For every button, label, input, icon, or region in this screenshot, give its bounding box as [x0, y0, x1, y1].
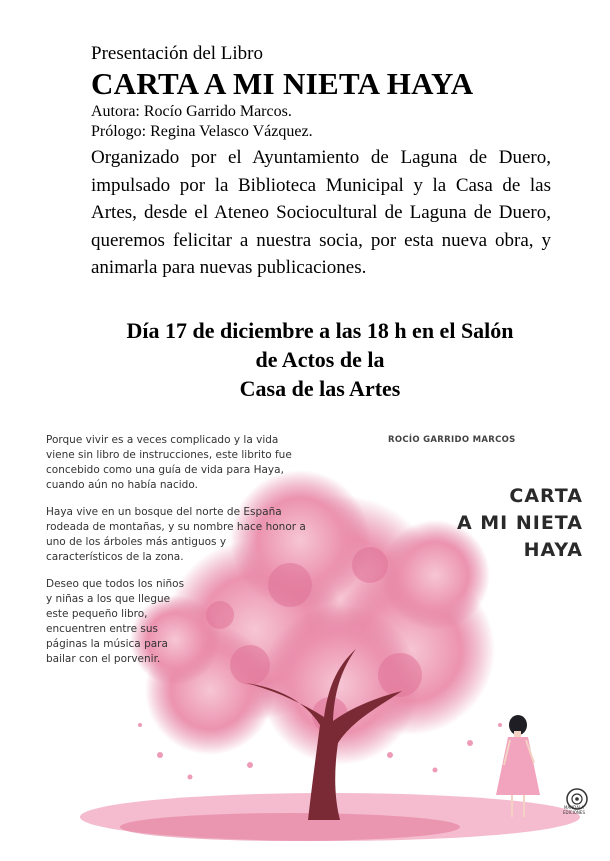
back-paragraph-2: Haya vive en un bosque del norte de España rodeada de montañas, y su nombre hace honor a uno de los árboles más antiguos y característicos de la zona. — [46, 506, 306, 563]
prologue-credit: Prólogo: Regina Velasco Vázquez. — [91, 123, 313, 140]
cover-title — [457, 483, 583, 564]
back-paragraph-3: Deseo que todos los niños y niñas a los que llegue este pequeño libro, encuentren entre sus páginas la música para bailar con el porvenir. — [46, 578, 185, 665]
event-date-line: Día 17 de diciembre a las 18 h en el Salón — [126, 318, 514, 343]
organizer-paragraph: Organizado por el Ayuntamiento de Laguna de Duero, impulsado por la Biblioteca Municipal y la Casa de las Artes, desde el Ateneo Sociocultural de Laguna de Duero, queremos felicitar a nuestra socia, por esta nueva obra, y animarla para nuevas publicaciones. — [91, 147, 551, 278]
event-details — [60, 316, 580, 403]
book-cover-image — [40, 425, 595, 855]
publisher-name: MANDALA EDICIONES — [563, 805, 585, 815]
publisher-mark — [559, 783, 589, 815]
cover-title-line-2: A MI NIETA — [456, 512, 583, 534]
back-paragraph-1: Porque vivir es a veces complicado y la vida viene sin libro de instrucciones, este librito fue concebido como una guía de vida para Haya, cuando aún no había nacido. — [46, 434, 292, 491]
book-title-heading: CARTA A MI NIETA HAYA — [91, 66, 474, 101]
author-credit: Autora: Rocío Garrido Marcos. — [91, 103, 292, 120]
event-place-line: de Actos de la — [255, 347, 385, 372]
cover-title-line-1: CARTA — [509, 485, 583, 507]
event-venue-line: Casa de las Artes — [239, 376, 401, 401]
poster-header — [91, 42, 551, 282]
cover-title-line-3: HAYA — [523, 539, 583, 561]
cover-author: ROCÍO GARRIDO MARCOS — [388, 435, 516, 445]
intro-line: Presentación del Libro — [91, 43, 264, 64]
back-cover-text — [46, 433, 306, 679]
